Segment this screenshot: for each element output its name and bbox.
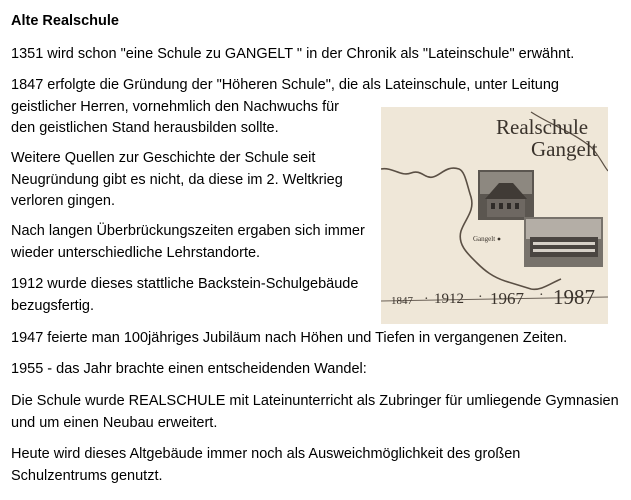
paragraph-1351 [11,44,574,66]
paragraph-line: den geistlichen Stand herausbilden sollte. [11,120,279,136]
paragraph-line: Die Schule wurde REALSCHULE mit Lateinunterricht als Zubringer für umliegende Gymnasien [11,393,619,409]
paragraph-line: bezugsfertig. [11,297,95,314]
year-label: 1967 [490,289,524,308]
photo-building [530,237,598,257]
year-label: 1912 [434,291,464,307]
paragraph-line: 1351 wird schon "eine Schule zu GANGELT " in der Chronik als "Lateinschule" erwähnt. [11,46,575,62]
photo-window [491,203,495,209]
year-separator-dot: · [478,290,483,305]
paragraph-line: 1912 wurde dieses stattliche Backstein-Schulgebäude [11,276,359,292]
year-label: 1847 [391,295,413,307]
paragraph-line: 1847 erfolgte die Gründung der "Höheren Schule", die als Lateinschule, unter Leitung [11,77,559,93]
image-title-line-2: Gangelt [531,137,598,161]
paragraph-line: 1947 feierte man 100jähriges Jubiläum nach Höhen und Tiefen in vergangenen Zeiten. [11,330,568,346]
photo-window [515,203,519,209]
paragraph-line: wieder unterschiedliche Lehrstandorte. [11,244,261,261]
year-separator-dot: · [424,292,429,307]
place-dot [498,238,501,241]
photo-window [499,203,503,209]
paragraph-realschule [11,391,619,434]
photo-window [533,242,595,245]
photo-window [507,203,511,209]
paragraph-line: Schulzentrums genutzt. [11,467,163,484]
paragraph-line: und um einen Neubau erweitert. [11,414,218,431]
paragraph-line: 1955 - das Jahr brachte einen entscheidenden Wandel: [11,361,367,377]
paragraph-quellen [11,148,343,213]
paragraph-line: Neugründung gibt es nicht, da diese im 2. Weltkrieg [11,171,343,188]
paragraph-line: geistlicher Herren, vornehmlich den Nachwuchs für [11,98,340,115]
paragraph-heute [11,444,520,487]
image-title-line-1: Realschule [496,115,589,139]
image-place-label: Gangelt [473,235,496,243]
year-separator-dot: · [539,288,544,303]
year-label: 1987 [553,285,595,309]
paragraph-line: Weitere Quellen zur Geschichte der Schule seit [11,150,316,166]
paragraph-lehrstandorte [11,221,365,264]
paragraph-line: verloren gingen. [11,193,115,209]
paragraph-1955 [11,359,367,381]
realschule-gangelt-image [381,107,608,324]
photo-sky [526,219,601,239]
paragraph-1947 [11,328,567,350]
document-title: Alte Realschule [11,13,119,29]
paragraph-1912 [11,274,358,317]
paragraph-line: Nach langen Überbrückungszeiten ergaben sich immer [11,223,365,239]
photo-window [533,249,595,252]
paragraph-line: Heute wird dieses Altgebäude immer noch als Ausweichmöglichkeit des großen [11,446,521,462]
